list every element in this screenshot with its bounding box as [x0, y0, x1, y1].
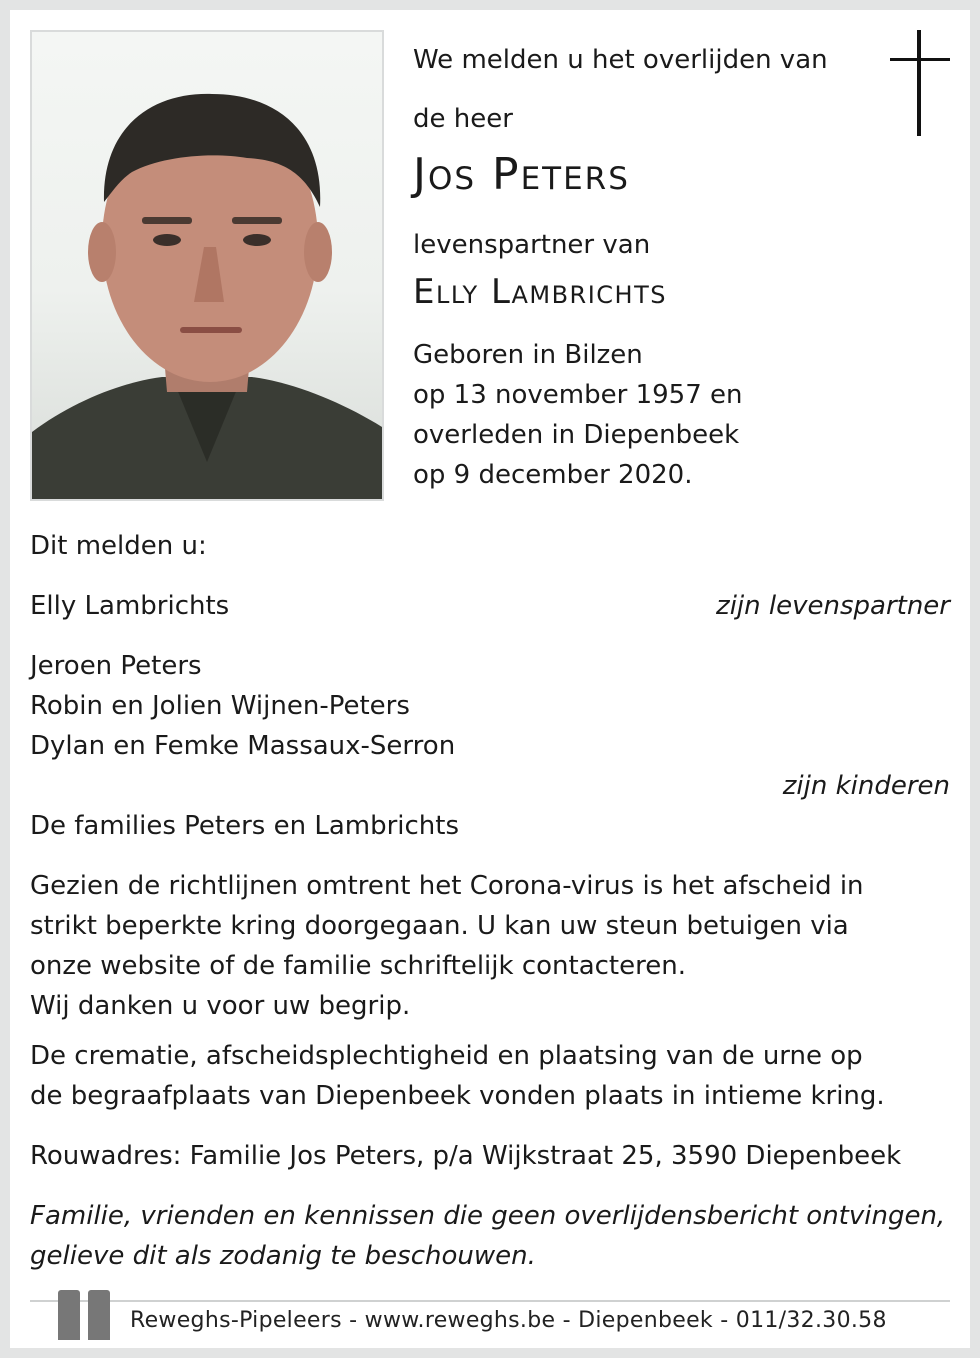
- corona-line: Gezien de richtlijnen omtrent het Corona-virus is het afscheid in: [30, 871, 864, 901]
- families-line: De families Peters en Lambrichts: [30, 811, 460, 841]
- cremation-line: de begraafplaats van Diepenbeek vonden plaats in intieme kring.: [30, 1081, 885, 1111]
- partner-name: Elly Lambrichts: [413, 272, 667, 312]
- funeral-home-logo-icon: [58, 1290, 114, 1340]
- footer-divider: [30, 1300, 950, 1302]
- birth-date: op 13 november 1957 en: [413, 380, 743, 410]
- closing-line: Familie, vrienden en kennissen die geen overlijdensbericht ontvingen,: [30, 1201, 946, 1231]
- announcers-intro: Dit melden u:: [30, 531, 207, 561]
- child-item: Robin en Jolien Wijnen-Peters: [30, 691, 410, 721]
- deceased-name: Jos Peters: [413, 149, 630, 200]
- closing-line: gelieve dit als zodanig te beschouwen.: [30, 1241, 536, 1271]
- partner-prefix: levenspartner van: [413, 230, 651, 260]
- announcer-partner: Elly Lambrichts: [30, 591, 230, 621]
- child-item: Dylan en Femke Massaux-Serron: [30, 731, 456, 761]
- footer-contact: Reweghs-Pipeleers - www.reweghs.be - Diepenbeek - 011/32.30.58: [130, 1308, 887, 1333]
- mourning-address: Rouwadres: Familie Jos Peters, p/a Wijkstraat 25, 3590 Diepenbeek: [30, 1141, 902, 1171]
- death-place: overleden in Diepenbeek: [413, 420, 740, 450]
- death-date: op 9 december 2020.: [413, 460, 693, 490]
- corona-line: strikt beperkte kring doorgegaan. U kan uw steun betuigen via: [30, 911, 849, 941]
- partner-role: zijn levenspartner: [716, 591, 950, 621]
- intro-text: We melden u het overlijden van: [413, 45, 828, 75]
- child-item: Jeroen Peters: [30, 651, 202, 681]
- birth-place: Geboren in Bilzen: [413, 340, 643, 370]
- corona-line: Wij danken u voor uw begrip.: [30, 991, 411, 1021]
- cremation-line: De crematie, afscheidsplechtigheid en plaatsing van de urne op: [30, 1041, 863, 1071]
- children-role: zijn kinderen: [782, 771, 950, 801]
- title-prefix: de heer: [413, 104, 513, 134]
- cross-icon: [890, 30, 950, 136]
- portrait-photo: [30, 30, 384, 501]
- corona-line: onze website of de familie schriftelijk contacteren.: [30, 951, 686, 981]
